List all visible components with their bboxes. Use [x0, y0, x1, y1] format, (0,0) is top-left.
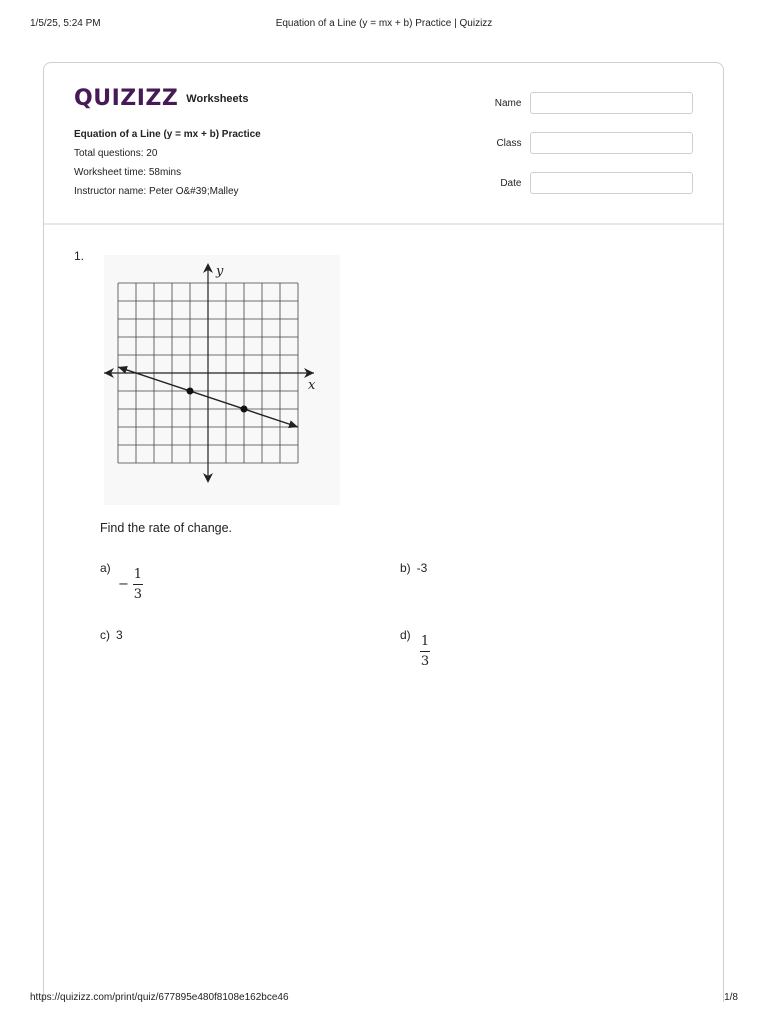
print-url: https://quizizz.com/print/quiz/677895e480f8108e162bce46	[30, 992, 289, 1003]
option-d[interactable]	[400, 628, 430, 669]
logo-wordmark: QUIZIZZ	[74, 85, 179, 111]
print-page-title: Equation of a Line (y = mx + b) Practice | Quizizz	[275, 18, 493, 29]
fraction-bar	[133, 584, 143, 585]
name-field-row	[483, 91, 693, 115]
option-a-value	[118, 567, 143, 602]
option-b[interactable]	[400, 561, 427, 575]
option-d-key: d)	[400, 628, 411, 642]
print-footer	[30, 992, 738, 1006]
option-c[interactable]	[100, 628, 123, 642]
logo-subtitle: Worksheets	[186, 93, 249, 105]
option-a-sign: −	[118, 576, 129, 592]
date-field[interactable]	[530, 172, 693, 194]
name-label: Name	[494, 97, 522, 109]
question-graph	[104, 255, 340, 505]
date-field-row	[483, 171, 693, 195]
coordinate-grid-figure	[104, 255, 340, 505]
fraction-bar	[420, 651, 430, 652]
option-c-key: c)	[100, 628, 110, 642]
worksheet	[43, 62, 724, 1002]
class-field[interactable]	[530, 132, 693, 154]
option-d-numerator: 1	[420, 634, 430, 649]
quizizz-logo	[74, 83, 248, 113]
print-header	[30, 18, 738, 32]
option-b-key: b)	[400, 561, 411, 575]
plotted-point	[187, 388, 194, 395]
line-right-arrow	[288, 420, 298, 428]
option-a-denominator: 3	[133, 587, 143, 602]
option-c-value: 3	[116, 628, 123, 642]
print-timestamp: 1/5/25, 5:24 PM	[30, 18, 101, 29]
print-page-indicator: 1/8	[724, 992, 738, 1003]
y-axis-label: y	[216, 264, 224, 279]
instructor-name: Instructor name: Peter O&#39;Malley	[74, 186, 239, 197]
question-prompt: Find the rate of change.	[100, 521, 233, 535]
option-d-denominator: 3	[420, 654, 430, 669]
total-questions: Total questions: 20	[74, 148, 158, 159]
worksheet-title: Equation of a Line (y = mx + b) Practice	[74, 129, 261, 140]
option-a-key: a)	[100, 561, 111, 575]
class-label: Class	[496, 137, 522, 149]
student-fields	[483, 91, 693, 211]
worksheet-header	[44, 63, 723, 225]
option-d-fraction	[420, 634, 430, 669]
worksheet-time: Worksheet time: 58mins	[74, 167, 182, 178]
x-axis-label: x	[308, 378, 316, 393]
option-d-value	[420, 634, 430, 669]
name-field[interactable]	[530, 92, 693, 114]
plotted-point	[241, 406, 248, 413]
date-label: Date	[500, 177, 522, 189]
option-a[interactable]	[100, 561, 143, 602]
option-a-fraction	[133, 567, 143, 602]
class-field-row	[483, 131, 693, 155]
option-b-value: -3	[416, 561, 428, 575]
worksheet-meta	[74, 125, 261, 201]
option-a-numerator: 1	[133, 567, 143, 582]
question-number: 1.	[74, 249, 85, 263]
